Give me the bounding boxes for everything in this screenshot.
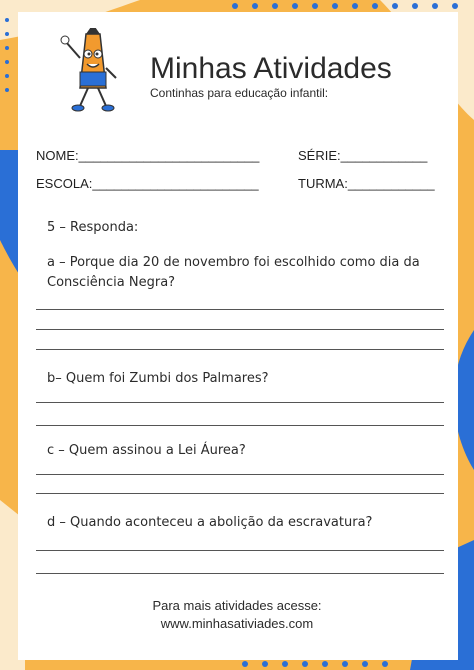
answer-line [36,425,444,426]
question-a-line1: a – Porque dia 20 de novembro foi escolhido como dia da [47,255,420,270]
answer-line [36,402,444,403]
class-field-label: TURMA:____________ [298,176,435,191]
answer-line [36,349,444,350]
answer-line [36,309,444,310]
question-a-line2: Consciência Negra? [47,275,176,290]
answer-line [36,493,444,494]
answer-line [36,550,444,551]
name-field-label: NOME:_________________________ [36,148,260,163]
question-d: d – Quando aconteceu a abolição da escravatura? [47,515,373,530]
exercise-instruction: 5 – Responda: [47,220,139,235]
question-c: c – Quem assinou a Lei Áurea? [47,443,246,458]
answer-line [36,474,444,475]
school-field-label: ESCOLA:_______________________ [36,176,259,191]
question-b: b– Quem foi Zumbi dos Palmares? [47,371,269,386]
answer-line [36,573,444,574]
footer-text: Para mais atividades acesse: [152,598,322,613]
grade-field-label: SÉRIE:____________ [298,148,428,163]
page-title: Minhas Atividades [150,52,392,85]
answer-line [36,329,444,330]
footer-website-link[interactable]: www.minhasativiades.com [160,616,314,631]
page-subtitle: Continhas para educação infantil: [150,86,329,100]
pencil-mascot-icon [56,28,128,120]
